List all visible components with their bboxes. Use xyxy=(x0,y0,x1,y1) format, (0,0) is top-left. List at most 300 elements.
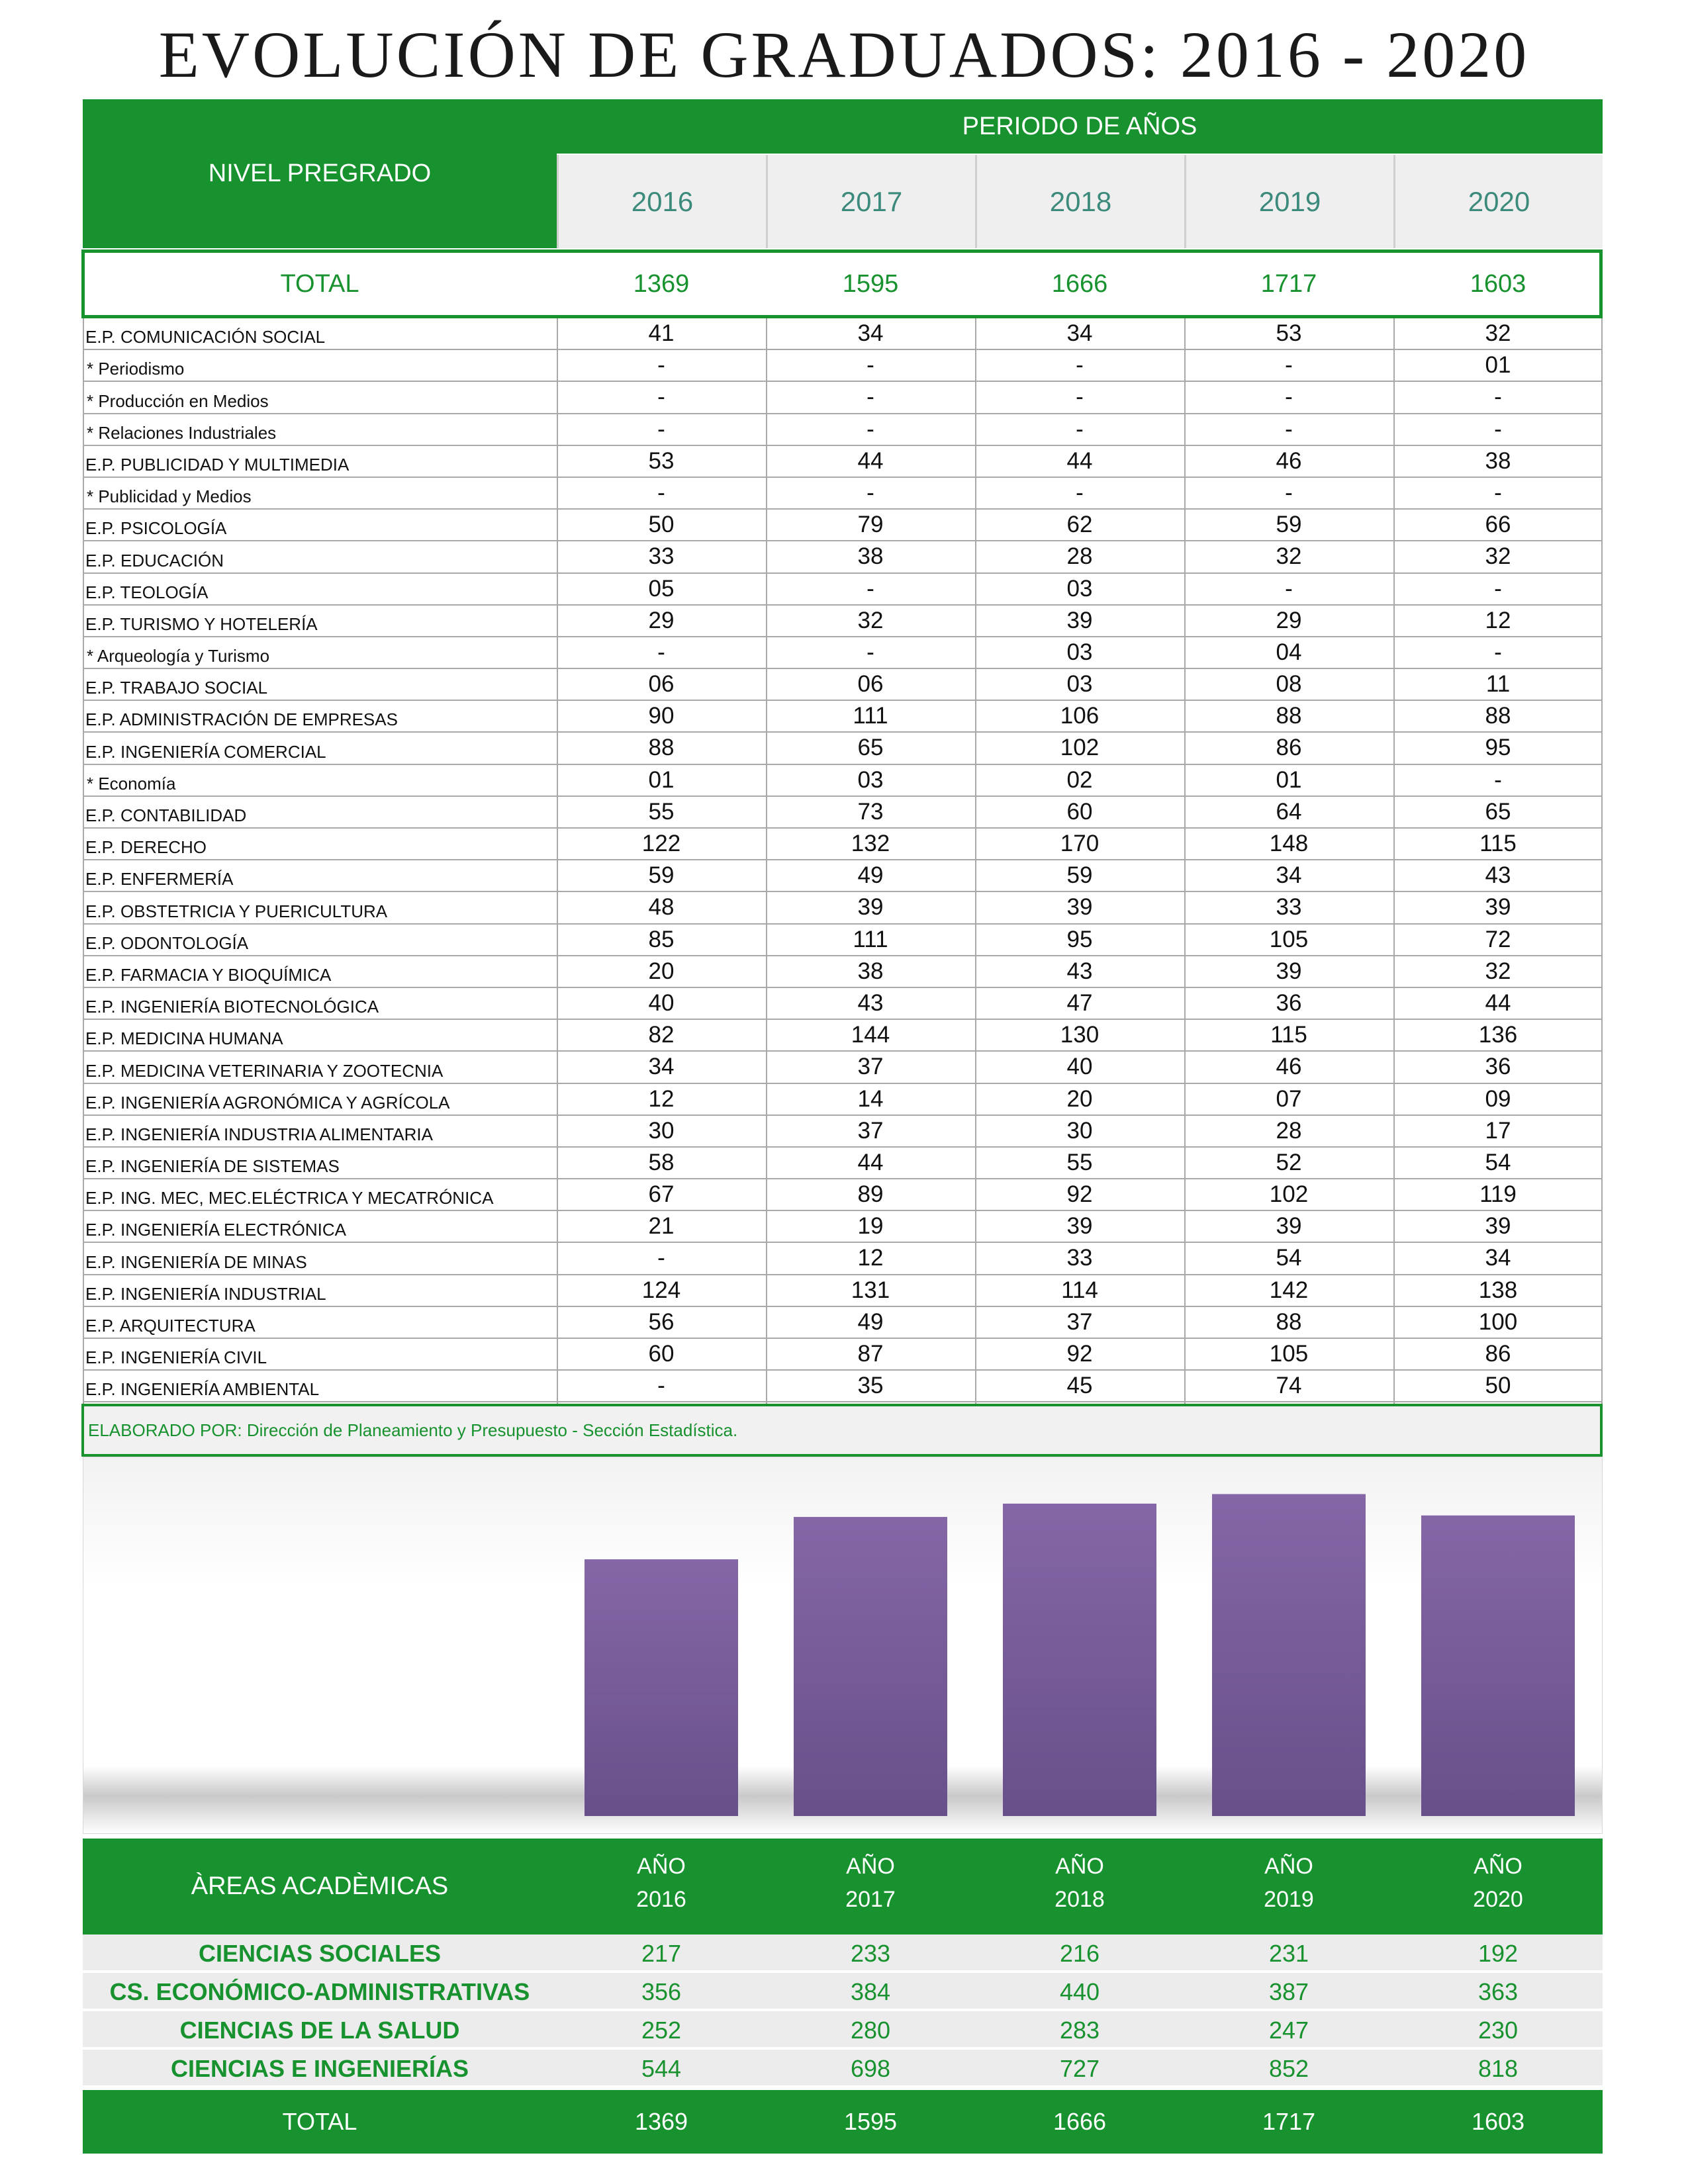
row-value: 33 xyxy=(648,543,675,570)
areas-row-value: 852 xyxy=(1268,2054,1309,2082)
areas-row-value: 818 xyxy=(1477,2054,1519,2082)
column-divider xyxy=(83,318,84,1404)
row-value: 114 xyxy=(1061,1277,1098,1303)
row-value: 05 xyxy=(648,575,675,602)
row-value: 02 xyxy=(1066,766,1093,793)
areas-row xyxy=(83,2011,1603,2049)
row-value: 38 xyxy=(857,958,884,984)
row-value: - xyxy=(657,1373,665,1399)
areas-total-value: 1595 xyxy=(843,2108,898,2135)
row-value: 64 xyxy=(1276,798,1302,825)
row-value: 46 xyxy=(1276,1054,1302,1080)
row-label: E.P. ODONTOLOGÍA xyxy=(85,933,249,953)
row-value: 39 xyxy=(857,894,884,921)
row-value: 43 xyxy=(1485,862,1511,889)
row-value: 44 xyxy=(857,1149,884,1175)
row-value: 33 xyxy=(1276,894,1302,921)
areas-year-prefix: AÑO xyxy=(637,1854,686,1879)
row-value: 62 xyxy=(1066,512,1093,538)
row-value: 95 xyxy=(1066,926,1093,952)
row-value: 55 xyxy=(1066,1149,1093,1175)
row-value: 03 xyxy=(1066,639,1093,665)
row-value: 138 xyxy=(1478,1277,1518,1303)
areas-row-value: 544 xyxy=(641,2054,682,2082)
row-value: 115 xyxy=(1479,831,1517,856)
table-row xyxy=(83,541,1603,573)
row-value: 65 xyxy=(857,735,884,761)
row-value: 60 xyxy=(648,1341,675,1367)
row-value: 86 xyxy=(1485,1341,1511,1367)
row-value: - xyxy=(1076,416,1084,442)
row-value: 124 xyxy=(641,1277,681,1303)
row-value: 12 xyxy=(648,1085,675,1112)
row-value: 19 xyxy=(857,1213,884,1240)
table-row xyxy=(83,1339,1603,1371)
row-value: 55 xyxy=(648,798,675,825)
row-label: E.P. INGENIERÍA DE SISTEMAS xyxy=(85,1156,340,1177)
table-row xyxy=(83,669,1603,701)
areas-total-value: 1666 xyxy=(1053,2108,1107,2135)
row-label: E.P. INGENIERÍA INDUSTRIA ALIMENTARIA xyxy=(85,1124,433,1144)
column-divider xyxy=(766,318,767,1404)
row-value: 37 xyxy=(857,1117,884,1144)
row-value: 106 xyxy=(1060,703,1100,729)
row-value: 136 xyxy=(1478,1022,1518,1048)
areas-year-value: 2020 xyxy=(1473,1887,1523,1912)
row-value: 07 xyxy=(1276,1085,1302,1112)
row-value: 144 xyxy=(851,1022,890,1048)
row-value: 39 xyxy=(1066,894,1093,921)
row-value: 142 xyxy=(1269,1277,1309,1303)
row-value: 85 xyxy=(648,926,675,952)
row-value: 100 xyxy=(1478,1308,1518,1335)
table-row xyxy=(83,382,1603,414)
row-value: - xyxy=(657,384,665,410)
areas-row-value: 727 xyxy=(1059,2054,1100,2082)
areas-row-value: 247 xyxy=(1268,2016,1309,2044)
row-label: E.P. INGENIERÍA AGRONÓMICA Y AGRÍCOLA xyxy=(85,1092,450,1113)
row-value: 39 xyxy=(1066,1213,1093,1240)
bar-2019 xyxy=(1212,1494,1366,1816)
row-label: E.P. DERECHO xyxy=(85,837,207,858)
row-value: 33 xyxy=(1066,1245,1093,1271)
row-value: 59 xyxy=(1066,862,1093,889)
row-value: 39 xyxy=(1485,1213,1511,1240)
row-value: 12 xyxy=(857,1245,884,1271)
row-value: - xyxy=(867,639,874,665)
table-row xyxy=(83,1275,1603,1307)
column-divider xyxy=(1393,318,1395,1404)
areas-year-value: 2017 xyxy=(845,1887,896,1912)
year-header-cell: 2016 xyxy=(557,155,766,248)
table-row xyxy=(83,637,1603,669)
row-value: 53 xyxy=(1276,320,1302,346)
row-value: 46 xyxy=(1276,447,1302,474)
row-value: 43 xyxy=(1066,958,1093,984)
row-label: * Publicidad y Medios xyxy=(87,486,252,507)
table-row xyxy=(83,892,1603,924)
row-label: E.P. INGENIERÍA DE MINAS xyxy=(85,1251,307,1272)
row-value: 40 xyxy=(1066,1054,1093,1080)
row-label: E.P. PSICOLOGÍA xyxy=(85,518,227,539)
row-value: 72 xyxy=(1485,926,1511,952)
nivel-pregrado-header: NIVEL PREGRADO xyxy=(83,99,557,248)
areas-row-value: 384 xyxy=(850,1978,891,2005)
row-value: 82 xyxy=(648,1022,675,1048)
table-row xyxy=(83,956,1603,988)
row-label: * Periodismo xyxy=(87,359,185,379)
row-label: E.P. TEOLOGÍA xyxy=(85,582,209,602)
table-row xyxy=(83,606,1603,637)
areas-total-value: 1369 xyxy=(634,2108,688,2135)
row-value: 88 xyxy=(1276,703,1302,729)
row-value: 131 xyxy=(851,1277,890,1303)
total-value: 1666 xyxy=(1051,269,1108,298)
periodo-header: PERIODO DE AÑOS xyxy=(557,99,1603,154)
row-label: E.P. OBSTETRICIA Y PUERICULTURA xyxy=(85,901,388,921)
row-value: 52 xyxy=(1276,1149,1302,1175)
row-label: E.P. COMUNICACIÓN SOCIAL xyxy=(85,327,326,347)
row-value: 37 xyxy=(857,1054,884,1080)
row-label: E.P. ING. MEC, MEC.ELÉCTRICA Y MECATRÓNICA xyxy=(85,1188,494,1208)
row-value: 92 xyxy=(1066,1181,1093,1208)
footnote: ELABORADO POR: Dirección de Planeamiento y Presupuesto - Sección Estadística. xyxy=(81,1404,1603,1457)
row-value: 44 xyxy=(1485,989,1511,1016)
row-value: 58 xyxy=(648,1149,675,1175)
row-value: 88 xyxy=(648,735,675,761)
row-value: 37 xyxy=(1066,1308,1093,1335)
row-label: E.P. INGENIERÍA ELECTRÓNICA xyxy=(85,1220,346,1240)
areas-row-value: 217 xyxy=(641,1939,682,1967)
table-row xyxy=(83,1052,1603,1083)
row-label: E.P. PUBLICIDAD Y MULTIMEDIA xyxy=(85,454,350,475)
table-row xyxy=(83,510,1603,541)
column-divider xyxy=(1184,318,1186,1404)
table-row xyxy=(83,1211,1603,1243)
row-value: 92 xyxy=(1066,1341,1093,1367)
table-row xyxy=(83,860,1603,892)
row-value: 01 xyxy=(1485,352,1511,379)
areas-row-value: 216 xyxy=(1059,1939,1100,1967)
row-value: 34 xyxy=(1066,320,1093,346)
row-value: 79 xyxy=(857,512,884,538)
column-divider xyxy=(975,318,976,1404)
row-value: 12 xyxy=(1485,607,1511,633)
row-value: 40 xyxy=(648,989,675,1016)
row-value: 29 xyxy=(648,607,675,633)
row-value: - xyxy=(1494,479,1502,506)
row-value: 88 xyxy=(1485,703,1511,729)
row-value: 111 xyxy=(853,926,888,952)
areas-year-prefix: AÑO xyxy=(1055,1854,1104,1879)
total-value: 1717 xyxy=(1260,269,1317,298)
row-value: 08 xyxy=(1276,671,1302,698)
table-row xyxy=(83,1243,1603,1275)
row-value: 45 xyxy=(1066,1373,1093,1399)
row-value: 36 xyxy=(1276,989,1302,1016)
programs-table-body xyxy=(83,318,1603,1402)
areas-row-value: 283 xyxy=(1059,2016,1100,2044)
row-value: 32 xyxy=(1485,543,1511,570)
row-value: 54 xyxy=(1276,1245,1302,1271)
year-header-cell: 2018 xyxy=(975,155,1184,248)
row-value: 03 xyxy=(857,766,884,793)
row-value: 105 xyxy=(1269,1341,1309,1367)
row-value: - xyxy=(657,639,665,665)
row-value: 03 xyxy=(1066,671,1093,698)
row-label: E.P. INGENIERÍA INDUSTRIAL xyxy=(85,1283,326,1304)
areas-row-value: 387 xyxy=(1268,1978,1309,2005)
row-label: E.P. FARMACIA Y BIOQUÍMICA xyxy=(85,964,332,985)
table-row xyxy=(83,318,1603,350)
row-value: 20 xyxy=(648,958,675,984)
row-label: E.P. EDUCACIÓN xyxy=(85,550,224,570)
row-value: 89 xyxy=(857,1181,884,1208)
row-value: - xyxy=(657,416,665,442)
row-value: - xyxy=(657,352,665,379)
row-value: - xyxy=(1494,416,1502,442)
column-divider xyxy=(557,318,558,1404)
areas-row-label: CIENCIAS SOCIALES xyxy=(198,1939,442,1967)
row-value: 38 xyxy=(857,543,884,570)
column-divider xyxy=(1601,318,1603,1404)
year-header-cell: 2020 xyxy=(1393,155,1603,248)
areas-year-value: 2019 xyxy=(1264,1887,1314,1912)
row-value: - xyxy=(867,352,874,379)
row-value: - xyxy=(1076,384,1084,410)
table-row xyxy=(83,446,1603,478)
year-header-cell: 2019 xyxy=(1184,155,1393,248)
row-value: 66 xyxy=(1485,512,1511,538)
row-value: 09 xyxy=(1485,1085,1511,1112)
row-value: 87 xyxy=(857,1341,884,1367)
row-value: - xyxy=(1494,639,1502,665)
table-row xyxy=(83,829,1603,860)
row-value: 39 xyxy=(1066,607,1093,633)
table-row xyxy=(83,765,1603,797)
table-row xyxy=(83,1148,1603,1179)
row-value: 06 xyxy=(648,671,675,698)
row-value: 30 xyxy=(1066,1117,1093,1144)
row-value: - xyxy=(1494,575,1502,602)
row-value: 170 xyxy=(1060,831,1100,856)
areas-year-header xyxy=(975,1850,1184,1916)
row-label: * Economía xyxy=(87,773,176,794)
row-value: 38 xyxy=(1485,447,1511,474)
row-value: 28 xyxy=(1066,543,1093,570)
row-label: E.P. TRABAJO SOCIAL xyxy=(85,678,268,698)
row-value: 49 xyxy=(857,862,884,889)
areas-year-header xyxy=(1184,1850,1393,1916)
row-value: 32 xyxy=(1485,958,1511,984)
row-value: 06 xyxy=(857,671,884,698)
row-value: - xyxy=(867,416,874,442)
row-value: 20 xyxy=(1066,1085,1093,1112)
row-value: 29 xyxy=(1276,607,1302,633)
row-value: 43 xyxy=(857,989,884,1016)
table-row xyxy=(83,1116,1603,1148)
areas-header-label: ÀREAS ACADÈMICAS xyxy=(191,1872,449,1900)
areas-year-header xyxy=(557,1850,766,1916)
row-value: 65 xyxy=(1485,798,1511,825)
row-value: - xyxy=(1494,766,1502,793)
areas-row-value: 231 xyxy=(1268,1939,1309,1967)
areas-row-label: CS. ECONÓMICO-ADMINISTRATIVAS xyxy=(109,1978,530,2005)
page-title: EVOLUCIÓN DE GRADUADOS: 2016 - 2020 xyxy=(158,18,1530,91)
row-value: - xyxy=(657,1245,665,1271)
areas-row-value: 363 xyxy=(1477,1978,1519,2005)
row-value: 11 xyxy=(1485,671,1511,698)
row-value: 132 xyxy=(851,831,890,856)
row-value: 32 xyxy=(1485,320,1511,346)
row-value: 102 xyxy=(1269,1181,1309,1208)
row-value: 35 xyxy=(857,1373,884,1399)
row-label: E.P. MEDICINA HUMANA xyxy=(85,1028,283,1049)
areas-year-prefix: AÑO xyxy=(846,1854,895,1879)
row-value: - xyxy=(1076,352,1084,379)
row-value: 32 xyxy=(857,607,884,633)
bar-2020 xyxy=(1421,1516,1575,1816)
areas-row-value: 233 xyxy=(850,1939,891,1967)
areas-row-label: CIENCIAS E INGENIERÍAS xyxy=(170,2054,469,2082)
row-label: E.P. CONTABILIDAD xyxy=(85,805,247,825)
areas-row-value: 252 xyxy=(641,2016,682,2044)
row-value: 50 xyxy=(648,512,675,538)
table-row xyxy=(83,733,1603,764)
areas-year-header xyxy=(1393,1850,1603,1916)
row-value: 14 xyxy=(857,1085,884,1112)
areas-row xyxy=(83,1973,1603,2011)
row-value: 17 xyxy=(1485,1117,1511,1144)
areas-row-value: 356 xyxy=(641,1978,682,2005)
table-row xyxy=(83,574,1603,606)
table-row xyxy=(83,797,1603,829)
row-value: 119 xyxy=(1479,1181,1517,1208)
row-value: 53 xyxy=(648,447,675,474)
row-value: - xyxy=(657,479,665,506)
bar-2018 xyxy=(1003,1504,1156,1816)
row-value: 41 xyxy=(648,320,675,346)
row-value: 48 xyxy=(648,894,675,921)
row-value: 44 xyxy=(1066,447,1093,474)
row-value: 148 xyxy=(1269,831,1309,856)
table-row xyxy=(83,1371,1603,1402)
row-value: - xyxy=(867,384,874,410)
table-row xyxy=(83,1020,1603,1052)
row-value: 01 xyxy=(648,766,675,793)
row-value: - xyxy=(867,575,874,602)
areas-row-value: 230 xyxy=(1477,2016,1519,2044)
row-value: 39 xyxy=(1485,894,1511,921)
row-value: 59 xyxy=(1276,512,1302,538)
row-value: 50 xyxy=(1485,1373,1511,1399)
row-value: 74 xyxy=(1276,1373,1302,1399)
areas-row-value: 192 xyxy=(1477,1939,1519,1967)
areas-total-value: 1717 xyxy=(1262,2108,1316,2135)
year-header-cell: 2017 xyxy=(766,155,975,248)
row-value: 34 xyxy=(857,320,884,346)
areas-year-prefix: AÑO xyxy=(1474,1854,1523,1879)
bar-2016 xyxy=(585,1559,738,1816)
row-value: - xyxy=(1494,384,1502,410)
row-value: 88 xyxy=(1276,1308,1302,1335)
areas-row-value: 280 xyxy=(850,2016,891,2044)
row-value: 54 xyxy=(1485,1149,1511,1175)
row-label: E.P. INGENIERÍA AMBIENTAL xyxy=(85,1379,320,1400)
table-row xyxy=(83,988,1603,1020)
areas-row-value: 440 xyxy=(1059,1978,1100,2005)
row-value: 03 xyxy=(1066,575,1093,602)
row-value: 28 xyxy=(1276,1117,1302,1144)
table-row xyxy=(83,925,1603,956)
areas-year-value: 2016 xyxy=(636,1887,686,1912)
areas-total-label: TOTAL xyxy=(282,2108,357,2135)
total-value: 1369 xyxy=(633,269,690,298)
row-value: 111 xyxy=(853,703,888,729)
areas-year-value: 2018 xyxy=(1055,1887,1105,1912)
row-value: - xyxy=(1285,479,1293,506)
row-value: - xyxy=(1076,479,1084,506)
total-value: 1603 xyxy=(1470,269,1526,298)
row-value: 30 xyxy=(648,1117,675,1144)
row-label: E.P. ADMINISTRACIÓN DE EMPRESAS xyxy=(85,709,398,730)
row-value: 67 xyxy=(648,1181,675,1208)
table-row xyxy=(83,350,1603,382)
areas-row-label: CIENCIAS DE LA SALUD xyxy=(179,2016,460,2044)
areas-year-prefix: AÑO xyxy=(1264,1854,1313,1879)
row-value: - xyxy=(1285,416,1293,442)
row-value: - xyxy=(1285,384,1293,410)
row-value: 102 xyxy=(1060,735,1100,761)
table-row xyxy=(83,1179,1603,1211)
table-row xyxy=(83,1307,1603,1339)
row-value: - xyxy=(867,479,874,506)
table-row xyxy=(83,478,1603,510)
row-value: 21 xyxy=(648,1213,675,1240)
row-value: 44 xyxy=(857,447,884,474)
areas-total-value: 1603 xyxy=(1471,2108,1525,2135)
row-value: 90 xyxy=(648,703,675,729)
graduates-bar-chart xyxy=(83,1457,1603,1834)
row-value: 39 xyxy=(1276,1213,1302,1240)
row-label: E.P. MEDICINA VETERINARIA Y ZOOTECNIA xyxy=(85,1060,444,1081)
table-row xyxy=(83,414,1603,446)
table-row xyxy=(83,1084,1603,1116)
row-value: 39 xyxy=(1276,958,1302,984)
row-value: 56 xyxy=(648,1308,675,1335)
areas-row-value: 698 xyxy=(850,2054,891,2082)
row-value: 115 xyxy=(1270,1022,1307,1048)
row-label: * Producción en Medios xyxy=(87,390,269,411)
total-label: TOTAL xyxy=(280,269,359,298)
row-value: 59 xyxy=(648,862,675,889)
row-value: 130 xyxy=(1060,1022,1100,1048)
row-value: - xyxy=(1285,575,1293,602)
row-value: 47 xyxy=(1066,989,1093,1016)
row-value: 60 xyxy=(1066,798,1093,825)
row-label: E.P. ARQUITECTURA xyxy=(85,1316,256,1336)
row-value: 34 xyxy=(648,1054,675,1080)
row-value: 36 xyxy=(1485,1054,1511,1080)
row-value: 95 xyxy=(1485,735,1511,761)
row-label: E.P. INGENIERÍA BIOTECNOLÓGICA xyxy=(85,997,379,1017)
row-label: E.P. INGENIERÍA COMERCIAL xyxy=(85,741,326,762)
row-label: * Arqueología y Turismo xyxy=(87,646,270,666)
areas-row xyxy=(83,2050,1603,2087)
row-value: 34 xyxy=(1485,1245,1511,1271)
row-value: 04 xyxy=(1276,639,1302,665)
row-value: 122 xyxy=(641,831,681,856)
